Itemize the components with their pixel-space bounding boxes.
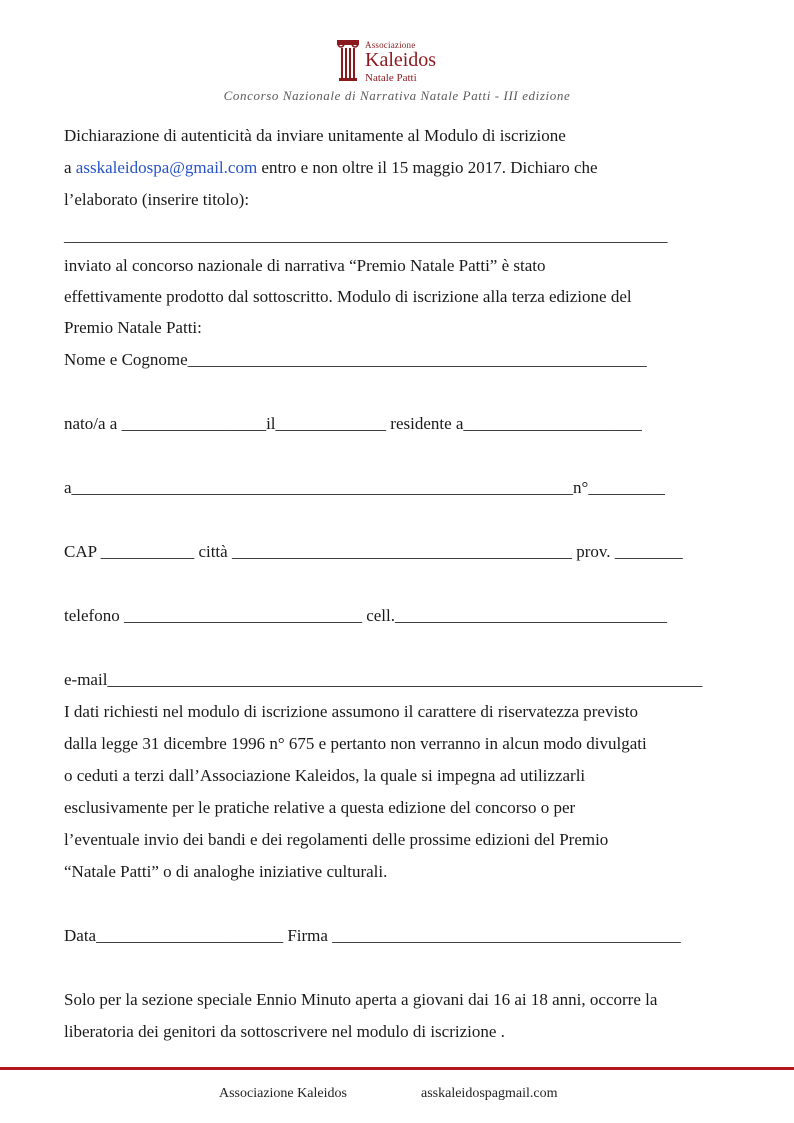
email-link[interactable]: asskaleidospa@gmail.com [75,158,258,177]
privacy-line-4: esclusivamente per le pratiche relative a questa edizione del concorso o per [64,798,576,817]
logo-line-2: Kaleidos [365,49,437,71]
privacy-line-3: o ceduti a terzi dall’Associazione Kaleidos, la quale si impegna ad utilizzarli [64,766,586,785]
body-line-3: Premio Natale Patti: [64,318,202,337]
birth-residence-field[interactable]: nato/a a _________________il_____________ residente a_____________________ [64,414,642,433]
logo-line-3: Natale Patti [365,72,417,84]
intro-line-2 [64,156,598,180]
body-line-2: effettivamente prodotto dal sottoscritto. Modulo di iscrizione alla terza edizione del [64,287,632,306]
logo [336,38,466,88]
intro-prefix: a [64,158,76,177]
privacy-line-6: “Natale Patti” o di analoghe iniziative culturali. [64,862,388,881]
logo-line-1: Associazione [365,40,416,50]
privacy-line-2: dalla legge 31 dicembre 1996 n° 675 e pertanto non verranno in alcun modo divulgati [64,734,647,753]
intro-line-3: l’elaborato (inserire titolo): [64,190,250,209]
intro-line-1: Dichiarazione di autenticità da inviare unitamente al Modulo di iscrizione [64,126,566,145]
email-field[interactable]: e-mail______________________________________________________________________ [64,670,703,689]
privacy-line-5: l’eventuale invio dei bandi e dei regolamenti delle prossime edizioni del Premio [64,830,609,849]
footer-org: Associazione Kaleidos [219,1086,347,1101]
cap-city-field[interactable]: CAP ___________ città ________________________________________ prov. ________ [64,542,683,561]
name-field[interactable]: Nome e Cognome______________________________________________________ [64,350,647,369]
special-line-1: Solo per la sezione speciale Ennio Minuto aperta a giovani dai 16 ai 18 anni, occorre la [64,990,658,1009]
special-line-2: liberatoria dei genitori da sottoscrivere nel modulo di iscrizione . [64,1022,505,1041]
privacy-line-1: I dati richiesti nel modulo di iscrizione assumono il carattere di riservatezza previsto [64,702,639,721]
body-line-1: inviato al concorso nazionale di narrativa “Premio Natale Patti” è stato [64,256,546,275]
phone-field[interactable]: telefono ____________________________ cell.________________________________ [64,606,667,625]
address-field[interactable]: a___________________________________________________________n°_________ [64,478,665,497]
footer-divider [0,1067,794,1070]
intro-suffix: entro e non oltre il 15 maggio 2017. Dichiaro che [257,158,598,177]
column-icon [336,40,360,82]
title-field[interactable]: _______________________________________________________________________ [64,226,668,245]
footer-email: asskaleidospagmail.com [421,1086,558,1101]
date-signature-field[interactable]: Data______________________ Firma _________________________________________ [64,926,681,945]
contest-subtitle: Concorso Nazionale di Narrativa Natale Patti - III edizione [223,88,571,103]
